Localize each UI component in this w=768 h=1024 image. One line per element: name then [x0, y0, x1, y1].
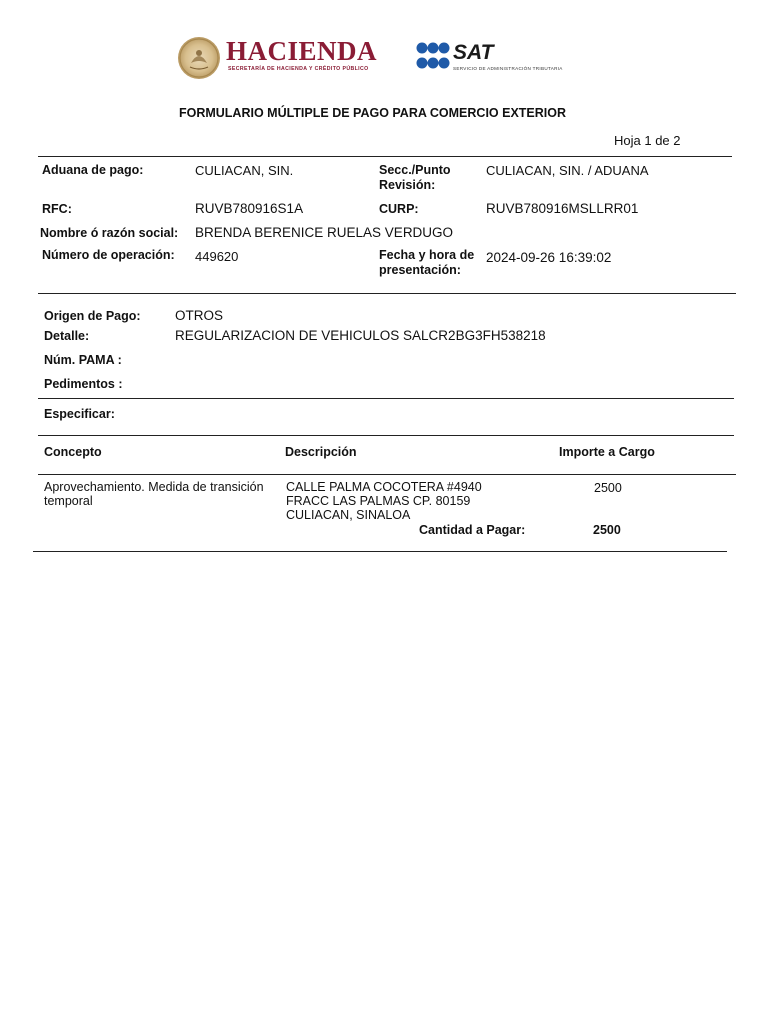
descripcion-line1: CALLE PALMA COCOTERA #4940 [286, 480, 482, 494]
especificar-label: Especificar: [44, 407, 115, 421]
aduana-label: Aduana de pago: [42, 163, 144, 177]
rfc-label: RFC: [42, 202, 72, 216]
sat-logo-text: SAT [453, 41, 494, 64]
descripcion-line3: CULIACAN, SINALOA [286, 508, 411, 522]
cantidad-pagar-value: 2500 [593, 523, 621, 537]
secc-label-line2: Revisión: [379, 178, 436, 192]
importe-value: 2500 [594, 481, 622, 495]
concepto-line2: temporal [44, 494, 93, 508]
column-header-importe: Importe a Cargo [559, 445, 655, 459]
concepto-line1: Aprovechamiento. Medida de transición [44, 480, 264, 494]
fecha-label-line2: presentación: [379, 263, 461, 277]
document-title: FORMULARIO MÚLTIPLE DE PAGO PARA COMERCIO EXTERIOR [178, 106, 567, 120]
nombre-value: BRENDA BERENICE RUELAS VERDUGO [195, 225, 454, 240]
divider-table-top [38, 435, 734, 436]
sat-logo-subtitle: SERVICIO DE ADMINISTRACIÓN TRIBUTARIA [453, 66, 563, 71]
aduana-value: CULIACAN, SIN. [195, 163, 294, 178]
numero-operacion-value: 449620 [195, 249, 239, 264]
fecha-label-line1: Fecha y hora de [379, 248, 475, 262]
fecha-value: 2024-09-26 16:39:02 [486, 250, 612, 265]
hacienda-seal-icon [178, 37, 220, 79]
divider-top [38, 156, 732, 157]
numero-operacion-label: Número de operación: [42, 248, 175, 262]
cantidad-pagar-label: Cantidad a Pagar: [419, 523, 526, 537]
hacienda-logo-subtitle: SECRETARÍA DE HACIENDA Y CRÉDITO PÚBLICO [228, 66, 369, 72]
secc-value: CULIACAN, SIN. / ADUANA [486, 163, 649, 178]
detalle-label: Detalle: [44, 329, 90, 343]
column-header-concepto: Concepto [44, 445, 102, 459]
divider-pedimentos [38, 398, 734, 399]
curp-value: RUVB780916MSLLRR01 [486, 201, 639, 216]
eagle-emblem-icon [178, 37, 220, 79]
divider-bottom [33, 551, 727, 552]
sat-dots-icon [416, 41, 450, 71]
curp-label: CURP: [379, 202, 419, 216]
rfc-value: RUVB780916S1A [195, 201, 304, 216]
descripcion-line2: FRACC LAS PALMAS CP. 80159 [286, 494, 471, 508]
pama-label: Núm. PAMA : [44, 353, 122, 367]
origen-pago-label: Origen de Pago: [44, 309, 141, 323]
hacienda-logo-text: HACIENDA [226, 36, 378, 66]
divider-table-header [38, 474, 736, 475]
origen-pago-value: OTROS [175, 308, 224, 323]
column-header-descripcion: Descripción [285, 445, 357, 459]
nombre-label: Nombre ó razón social: [40, 226, 179, 240]
pedimentos-label: Pedimentos : [44, 377, 123, 391]
detalle-value: REGULARIZACION DE VEHICULOS SALCR2BG3FH538218 [175, 328, 546, 343]
secc-label-line1: Secc./Punto [379, 163, 451, 177]
page-indicator: Hoja 1 de 2 [614, 133, 681, 148]
divider-section1 [38, 293, 736, 294]
